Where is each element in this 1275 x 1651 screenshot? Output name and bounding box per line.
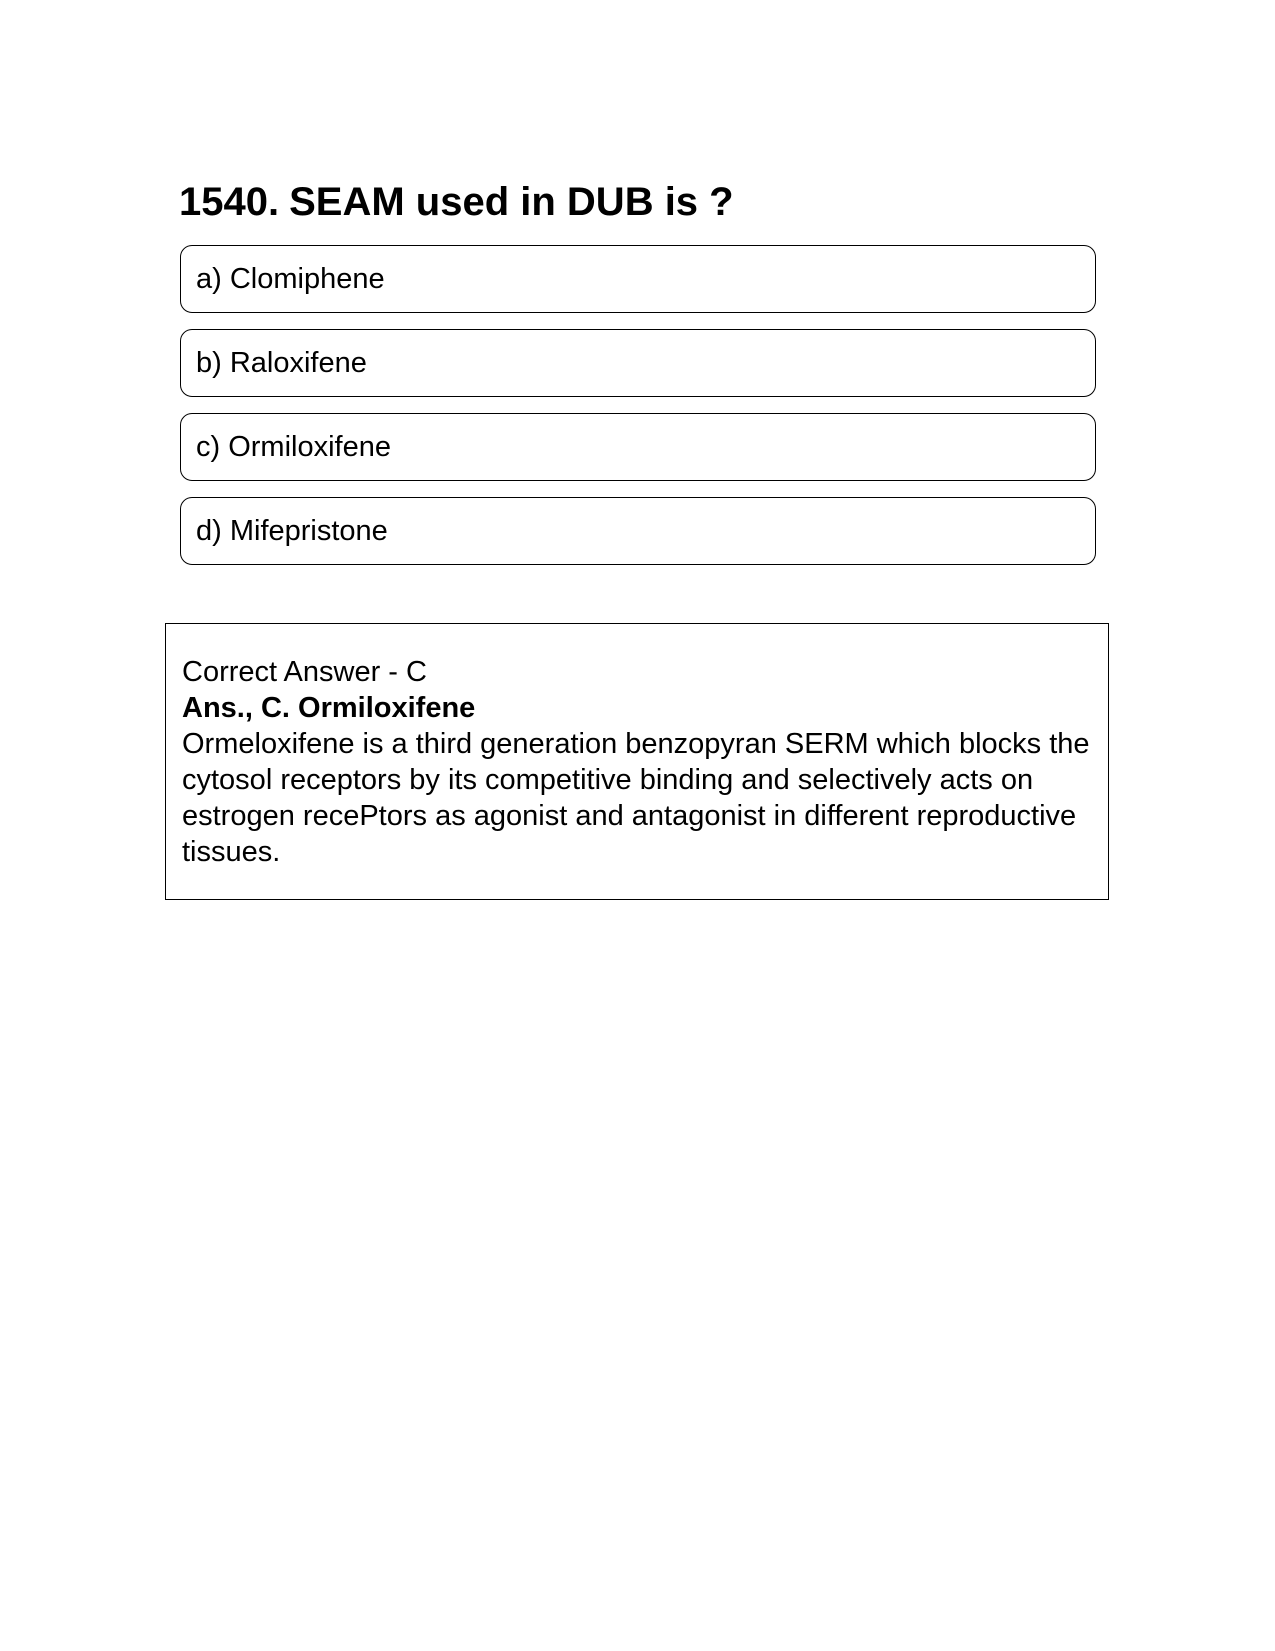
option-d-label: d) Mifepristone [196, 514, 388, 547]
answer-heading: Ans., C. Ormiloxifene [182, 692, 476, 724]
option-c-label: c) Ormiloxifene [196, 430, 391, 463]
option-d[interactable] [180, 497, 1096, 565]
question-title [179, 176, 734, 228]
option-c[interactable] [180, 413, 1096, 481]
options-list [180, 245, 1096, 581]
option-b-label: b) Raloxifene [196, 346, 367, 379]
option-b[interactable] [180, 329, 1096, 397]
question-text: SEAM used in DUB is ? [289, 180, 734, 224]
option-a-label: a) Clomiphene [196, 262, 385, 295]
question-number: 1540. [179, 180, 280, 224]
option-a[interactable] [180, 245, 1096, 313]
answer-box [165, 623, 1109, 900]
answer-explanation: Ormeloxifene is a third generation benzopyran SERM which blocks the cytosol receptors by its competitive binding and selectively acts on estrogen recePtors as agonist and antagonist in different reproductive tissues. [182, 728, 1090, 868]
correct-answer-line: Correct Answer - C [182, 656, 427, 688]
